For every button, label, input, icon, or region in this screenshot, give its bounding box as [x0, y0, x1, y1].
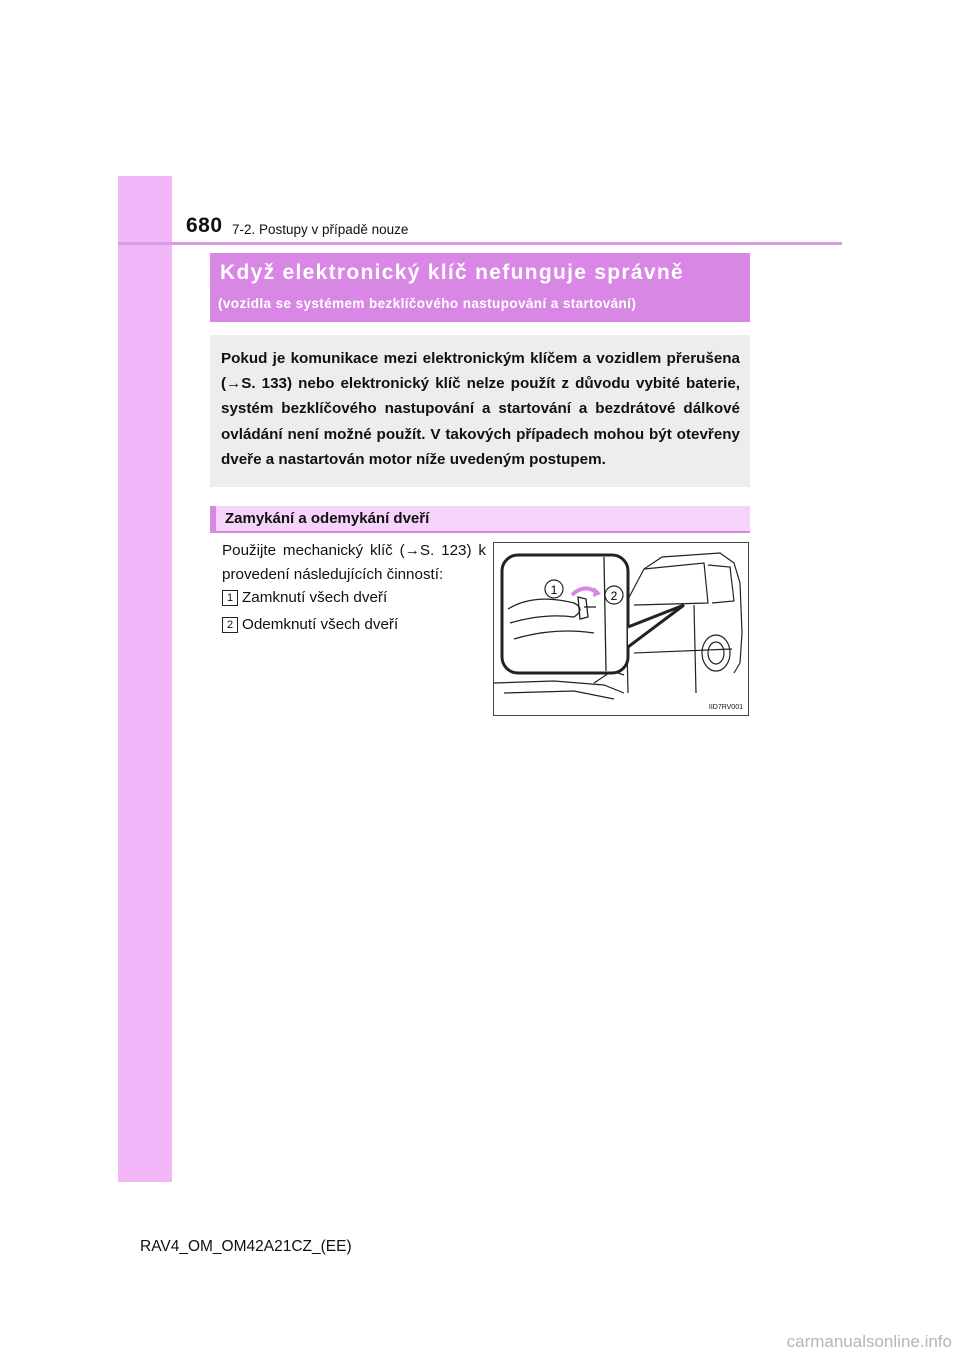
step-number-badge: 2 [222, 617, 238, 633]
header-rule [118, 242, 842, 245]
step-label: Odemknutí všech dveří [242, 616, 399, 633]
step-number-badge: 1 [222, 590, 238, 606]
figure-code: IID7RV001 [708, 704, 743, 711]
body-text: Použijte mechanický klíč (→S. 123) k provedení následujících činností: [222, 542, 486, 583]
side-tab [118, 176, 172, 1182]
step-label: Zamknutí všech dveří [242, 589, 388, 606]
subsection-title: Zamykání a odemykání dveří [225, 510, 430, 527]
page-number: 680 [186, 214, 223, 237]
subsection-heading [210, 506, 750, 533]
subsection-heading-bar [210, 506, 216, 531]
callout-2: 2 [610, 589, 618, 603]
section-title: 7-2. Postupy v případě nouze [232, 222, 409, 237]
title-box [210, 253, 750, 322]
page-subtitle: (vozidla se systémem bezklíčového nastupování a startování) [218, 296, 637, 311]
intro-text: Pokud je komunikace mezi elektronickým klíčem a vozidlem přerušena (→S. 133) nebo elektronický klíč nelze použít z důvodu vybité baterie, systém bezklíčového nastupování a startování a bezdrátové dálkové ovládání není možné použít. V takových případech mohou být otevřeny dveře a nastartován motor níže uvedeným postupem. [221, 350, 740, 468]
callout-1: 1 [550, 583, 558, 597]
car-door-drawing [494, 543, 748, 715]
watermark[interactable]: carmanualsonline.info [786, 1332, 952, 1351]
door-lock-illustration [493, 542, 749, 716]
document-code: RAV4_OM_OM42A21CZ_(EE) [140, 1238, 352, 1255]
intro-box [210, 335, 750, 487]
page-title: Když elektronický klíč nefunguje správně [220, 261, 684, 284]
